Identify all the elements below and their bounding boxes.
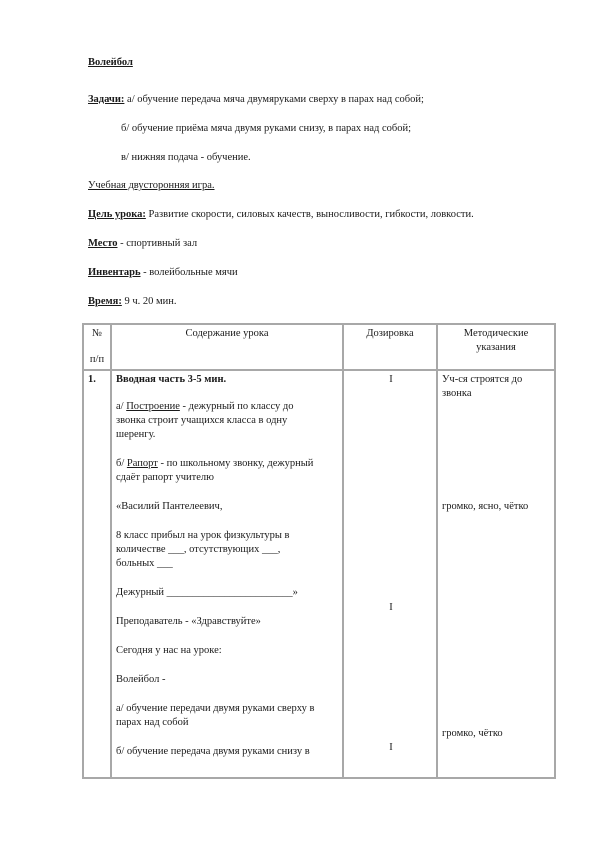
- note1-line2: звонка: [442, 388, 472, 399]
- header-content: Содержание урока: [111, 324, 343, 370]
- tasks-line: [88, 94, 424, 105]
- note3: громко, чётко: [442, 728, 503, 739]
- doc-title: Волейбол: [88, 57, 133, 68]
- task-c: в/ нижняя подача - обучение.: [121, 152, 251, 163]
- volley-line: Волейбол -: [116, 674, 166, 685]
- goal-line: [88, 209, 474, 220]
- build-text-l1: - дежурный по классу до: [179, 401, 294, 412]
- build-line1: [116, 400, 348, 414]
- build-line2: звонка строит учащихся класса в одну: [116, 415, 288, 426]
- header-method-line2: указания: [476, 342, 516, 353]
- dose-1: I: [389, 374, 393, 385]
- game-line: Учебная двусторонняя игра.: [88, 180, 215, 191]
- header-num: [83, 324, 111, 370]
- table-row: [83, 370, 555, 778]
- row-content: [111, 370, 343, 778]
- header-method: [437, 324, 555, 370]
- row-method: [437, 370, 555, 778]
- pass-b-line1: б/ обучение передача двумя руками снизу в: [116, 746, 310, 757]
- today-line: Сегодня у нас на уроке:: [116, 645, 222, 656]
- build-prefix: а/: [116, 401, 127, 412]
- inventory-line: [88, 267, 238, 278]
- lesson-table: [82, 323, 556, 779]
- place-line: [88, 238, 197, 249]
- task-a: а/ обучение передача мяча двумяруками сверху в парах над собой;: [124, 94, 424, 105]
- goal-text: Развитие скорости, силовых качеств, выносливости, гибкости, ловкости.: [145, 209, 474, 220]
- place-text: - спортивный зал: [117, 238, 198, 249]
- class-line2: количестве ___, отсутствующих ___,: [116, 544, 281, 555]
- row-num: [83, 370, 111, 778]
- class-line1: 8 класс прибыл на урок физкультуры в: [116, 530, 290, 541]
- build-word: Построение: [126, 401, 180, 412]
- address-line: «Василий Пантелеевич,: [116, 501, 223, 512]
- task-b: б/ обучение приёма мяча двумя руками снизу, в парах над собой;: [121, 123, 412, 134]
- build-line3: шеренгу.: [116, 429, 156, 440]
- row-dosage: [343, 370, 437, 778]
- note2: громко, ясно, чётко: [442, 501, 529, 512]
- time-line: [88, 296, 177, 307]
- class-line3: больных ___: [116, 558, 173, 569]
- pass-a-line2: парах над собой: [116, 717, 189, 728]
- header-dosage: Дозировка: [343, 324, 437, 370]
- inventory-label: Инвентарь: [88, 267, 141, 278]
- time-text: 9 ч. 20 мин.: [121, 296, 177, 307]
- dose-3: I: [389, 742, 393, 753]
- content-title: Вводная часть 3-5 мин.: [116, 374, 227, 385]
- header-method-line1: Методические: [463, 328, 529, 339]
- report-text-l1: - по школьному звонку, дежурный: [157, 458, 314, 469]
- report-line2: сдаёт рапорт учителю: [116, 472, 214, 483]
- pass-a-line1: а/ обучение передачи двумя руками сверху в: [116, 703, 315, 714]
- time-label: Время:: [88, 296, 122, 307]
- table-header-row: [83, 324, 555, 370]
- tasks-label: Задачи:: [88, 94, 125, 105]
- dose-2: I: [389, 602, 393, 613]
- report-line1: [116, 457, 348, 471]
- teacher-line: Преподаватель - «Здравствуйте»: [116, 616, 261, 627]
- header-num-line1: №: [91, 328, 103, 339]
- report-word: Рапорт: [126, 458, 158, 469]
- report-prefix: б/: [116, 458, 127, 469]
- place-label: Место: [88, 238, 118, 249]
- row-num-value: 1.: [88, 374, 96, 385]
- note1-line1: Уч-ся строятся до: [442, 374, 523, 385]
- inventory-text: - волейбольные мячи: [140, 267, 238, 278]
- header-num-line2: п/п: [89, 354, 105, 365]
- duty-line: Дежурный ________________________»: [116, 587, 298, 598]
- goal-label: Цель урока:: [88, 209, 146, 220]
